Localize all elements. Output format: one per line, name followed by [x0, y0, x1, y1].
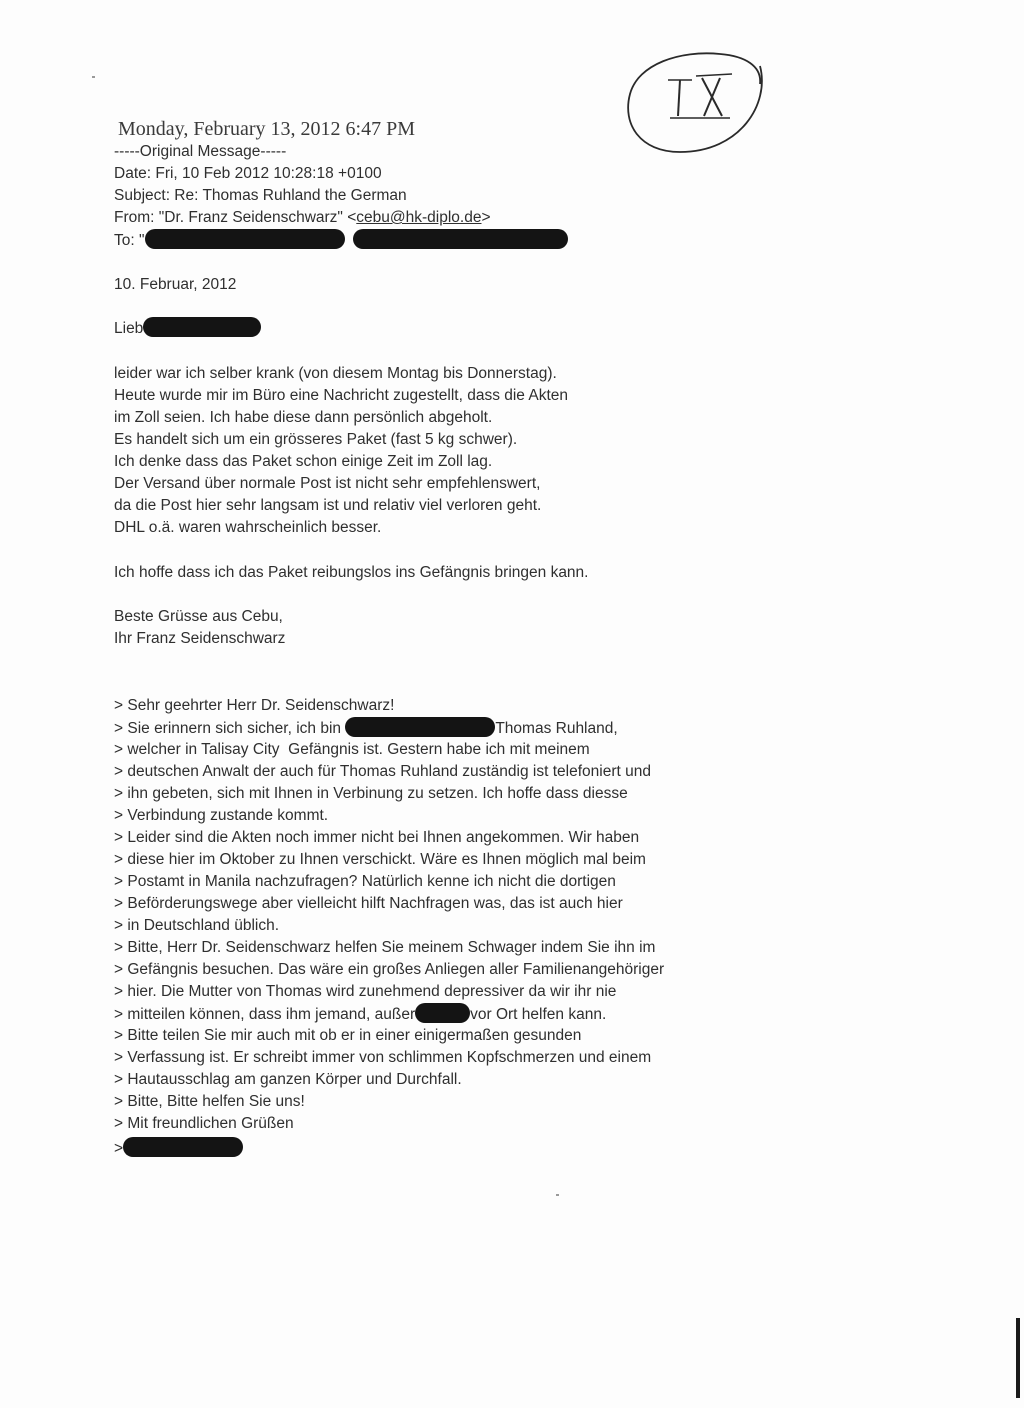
- reply-body-line: Ich denke dass das Paket schon einige Zeit im Zoll lag.: [114, 453, 493, 470]
- scan-speck: [92, 76, 95, 78]
- salutation: [114, 317, 261, 340]
- quoted-line: > welcher in Talisay City Gefängnis ist. Gestern habe ich mit meinem: [114, 741, 590, 758]
- reply-date: 10. Februar, 2012: [114, 276, 237, 293]
- reply-body-line: im Zoll seien. Ich habe diese dann persönlich abgeholt.: [114, 409, 493, 426]
- quoted-line: > in Deutschland üblich.: [114, 917, 280, 934]
- quoted-line: > Sehr geehrter Herr Dr. Seidenschwarz!: [114, 697, 395, 714]
- quoted-line: > Leider sind die Akten noch immer nicht bei Ihnen angekommen. Wir haben: [114, 829, 640, 846]
- from-email-link[interactable]: cebu@hk-diplo.de: [356, 209, 482, 226]
- redaction-sender-signature: [123, 1137, 243, 1157]
- reply-regards: Beste Grüsse aus Cebu,: [114, 608, 283, 625]
- reply-body-line: da die Post hier sehr langsam ist und relativ viel verloren geht.: [114, 497, 542, 514]
- quoted-line-prefix: > mitteilen können, dass ihm jemand, außer: [114, 1006, 416, 1023]
- reply-body-line: Es handelt sich um ein grösseres Paket (fast 5 kg schwer).: [114, 431, 518, 448]
- quoted-line-suffix: Thomas Ruhland,: [495, 720, 618, 737]
- header-from: [114, 207, 491, 229]
- quoted-line: > Bitte, Herr Dr. Seidenschwarz helfen Sie meinem Schwager indem Sie ihn im: [114, 939, 656, 956]
- reply-closing-line: Ich hoffe dass ich das Paket reibungslos ins Gefängnis bringen kann.: [114, 564, 589, 581]
- quoted-line: > Bitte, Bitte helfen Sie uns!: [114, 1093, 305, 1110]
- header-to: [114, 229, 568, 252]
- printed-timestamp: Monday, February 13, 2012 6:47 PM: [118, 118, 416, 140]
- quoted-line: > Gefängnis besuchen. Das wäre ein großes Anliegen aller Familienangehöriger: [114, 961, 665, 978]
- quoted-line: > Beförderungswege aber vielleicht hilft Nachfragen was, das ist auch hier: [114, 895, 623, 912]
- reply-signature: Ihr Franz Seidenschwarz: [114, 630, 286, 647]
- redaction-sender-relation: [345, 717, 495, 737]
- quoted-line-prefix: >: [114, 1140, 124, 1157]
- quoted-line: > Verfassung ist. Er schreibt immer von schlimmen Kopfschmerzen und einem: [114, 1049, 652, 1066]
- scan-speck: [556, 1194, 559, 1196]
- from-prefix: From: "Dr. Franz Seidenschwarz" <: [114, 209, 357, 226]
- quoted-line: > Bitte teilen Sie mir auch mit ob er in einer einigermaßen gesunden: [114, 1027, 582, 1044]
- original-message-separator: -----Original Message-----: [114, 143, 287, 160]
- quoted-line: > diese hier im Oktober zu Ihnen verschickt. Wäre es Ihnen möglich mal beim: [114, 851, 646, 868]
- redaction-recipient-name: [143, 317, 261, 337]
- quoted-line: > Verbindung zustande kommt.: [114, 807, 329, 824]
- quoted-line-prefix: > Sie erinnern sich sicher, ich bin: [114, 720, 346, 737]
- reply-body-line: DHL o.ä. waren wahrscheinlich besser.: [114, 519, 382, 536]
- reply-body-line: Heute wurde mir im Büro eine Nachricht zugestellt, dass die Akten: [114, 387, 569, 404]
- quoted-line: > hier. Die Mutter von Thomas wird zunehmend depressiver da wir ihr nie: [114, 983, 617, 1000]
- quoted-line: > ihn gebeten, sich mit Ihnen in Verbinung zu setzen. Ich hoffe dass diesse: [114, 785, 628, 802]
- scan-edge-mark: [1016, 1318, 1020, 1398]
- header-subject: Subject: Re: Thomas Ruhland the German: [114, 187, 407, 204]
- quoted-line: [114, 1137, 243, 1160]
- quoted-line: > Postamt in Manila nachzufragen? Natürlich kenne ich nicht die dortigen: [114, 873, 616, 890]
- redaction-name: [415, 1003, 470, 1023]
- quoted-line: > deutschen Anwalt der auch für Thomas Ruhland zuständig ist telefoniert und: [114, 763, 651, 780]
- redaction-to-address-2: [353, 229, 568, 249]
- quoted-line: > Mit freundlichen Grüßen: [114, 1115, 294, 1132]
- to-prefix: To: ": [114, 232, 145, 249]
- redaction-to-address-1: [145, 229, 345, 249]
- reply-body-line: Der Versand über normale Post ist nicht sehr empfehlenswert,: [114, 475, 541, 492]
- reply-body-line: leider war ich selber krank (von diesem Montag bis Donnerstag).: [114, 365, 557, 382]
- header-date: Date: Fri, 10 Feb 2012 10:28:18 +0100: [114, 165, 382, 182]
- quoted-line: [114, 717, 618, 740]
- quoted-line-suffix: vor Ort helfen kann.: [470, 1006, 607, 1023]
- stamp-text: [0, 0, 1, 1]
- from-suffix: >: [481, 209, 491, 226]
- quoted-line: [114, 1003, 606, 1026]
- salutation-prefix: Lieb: [114, 320, 144, 337]
- handwritten-circle-mark: [620, 44, 770, 164]
- quoted-line: > Hautausschlag am ganzen Körper und Durchfall.: [114, 1071, 462, 1088]
